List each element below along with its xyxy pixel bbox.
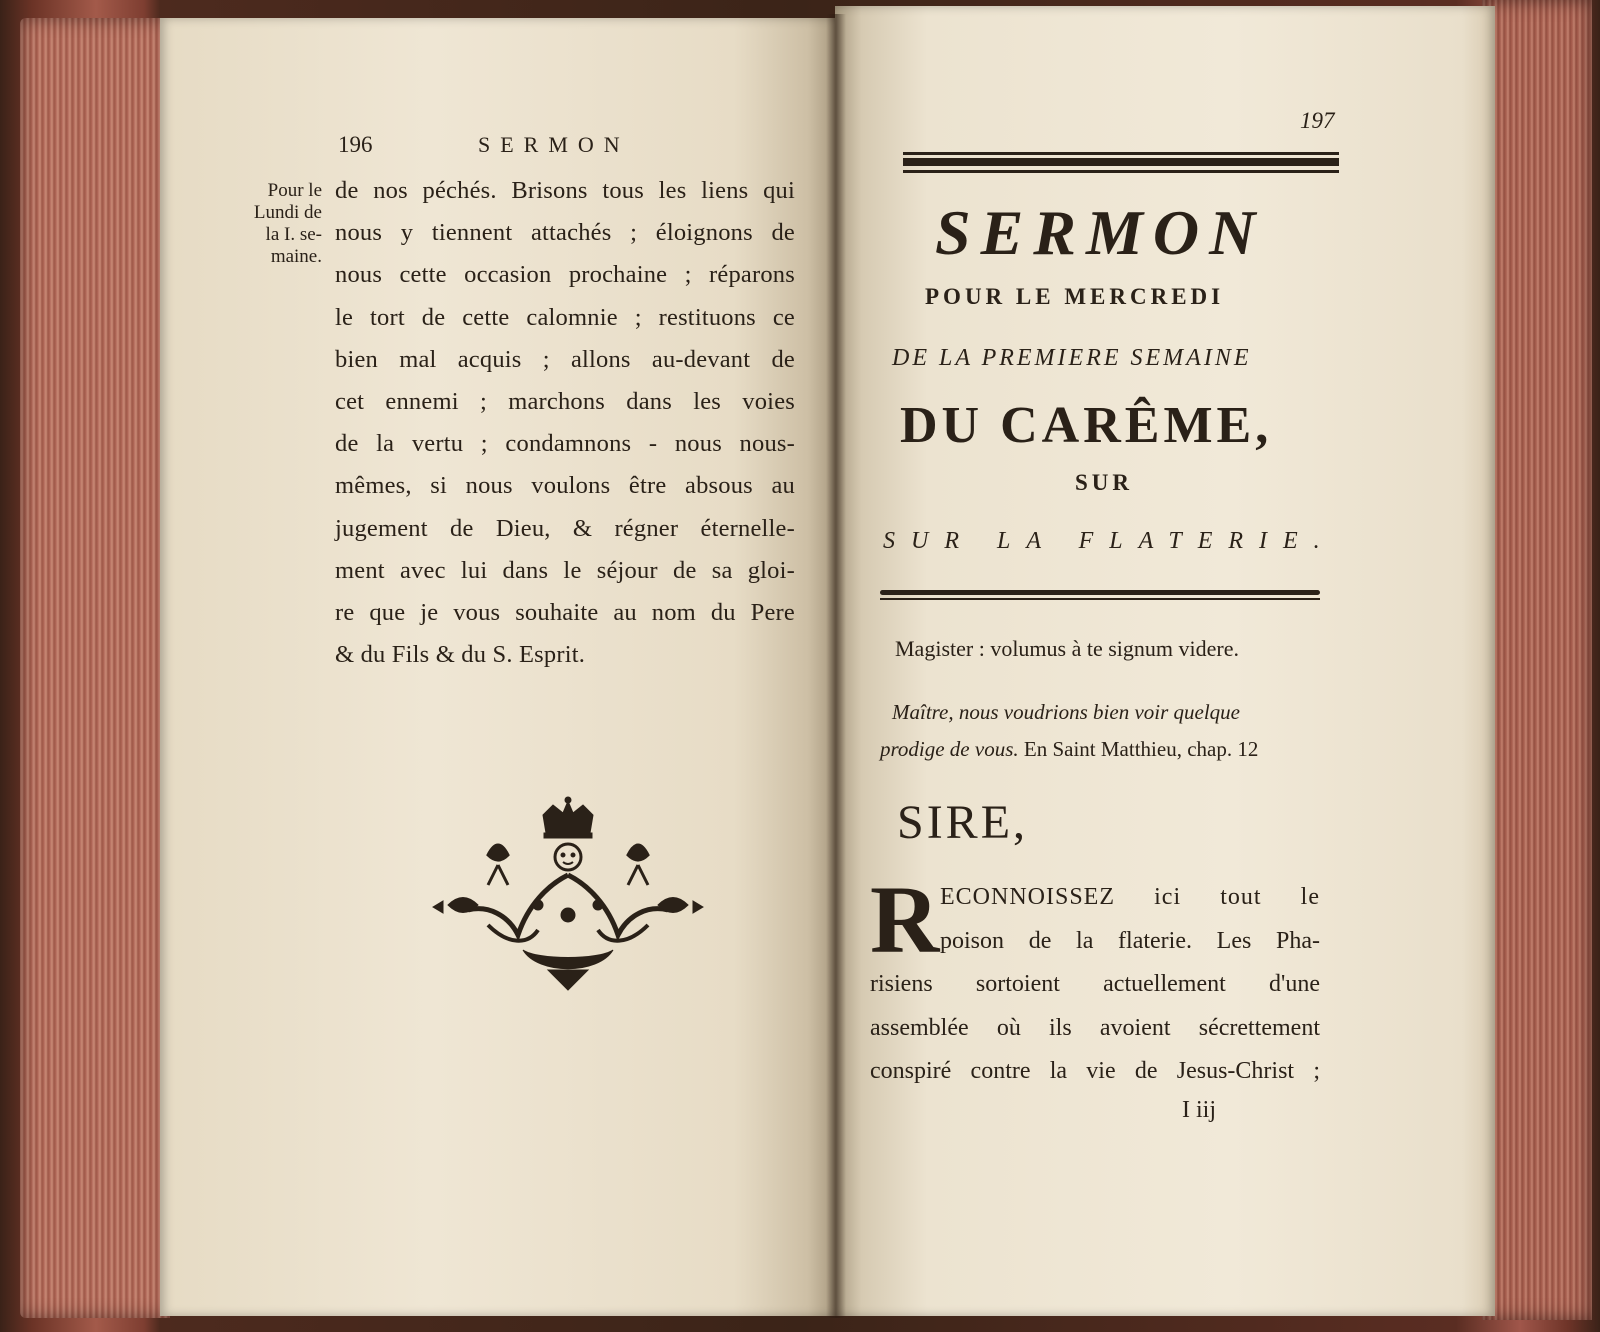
margin-note bbox=[218, 180, 322, 268]
subtitle-line: DE LA PREMIERE SEMAINE bbox=[892, 345, 1252, 371]
text-line: & du Fils & du S. Esprit. bbox=[335, 641, 586, 669]
sermon-heading: SERMON bbox=[935, 197, 1266, 268]
subtitle-line: POUR LE MERCREDI bbox=[925, 284, 1225, 309]
royal-crown-ornament bbox=[428, 795, 708, 995]
text-line: bien mal acquis ; allons au-devant de bbox=[335, 345, 795, 373]
text-line: cet ennemi ; marchons dans les voies bbox=[335, 388, 795, 416]
top-rule bbox=[903, 152, 1339, 155]
right-body-text bbox=[870, 876, 1320, 1094]
left-body-text bbox=[335, 170, 795, 676]
salutation: SIRE, bbox=[897, 796, 1029, 849]
left-page-number: 196 bbox=[338, 132, 373, 157]
margin-note-line: Lundi de bbox=[253, 202, 322, 223]
text-line: de nos péchés. Brisons tous les liens qui bbox=[335, 177, 795, 204]
right-page-number: 197 bbox=[1300, 108, 1335, 133]
running-title: SERMON bbox=[478, 132, 630, 157]
text-line: mêmes, si nous voulons être absous au bbox=[335, 472, 795, 500]
margin-note-line: Pour le bbox=[267, 180, 322, 201]
epigraph-latin: Magister : volumus à te signum videre. bbox=[895, 636, 1239, 661]
middle-rule-thin bbox=[880, 598, 1320, 600]
text-line: poison de la flaterie. Les Pha- bbox=[940, 927, 1320, 954]
subtitle-careme: DU CARÊME, bbox=[900, 397, 1273, 454]
drop-cap: R bbox=[870, 866, 940, 973]
subtitle-flaterie: SUR LA FLATERIE. bbox=[883, 528, 1336, 554]
text-line: ment avec lui dans le séjour de sa gloi- bbox=[335, 556, 795, 584]
text-line: risiens sortoient actuellement d'une bbox=[870, 971, 1320, 997]
text-line: nous cette occasion prochaine ; réparons bbox=[335, 261, 795, 289]
scripture-reference: En Saint Matthieu, chap. 12 bbox=[1018, 737, 1259, 761]
top-rule-thick bbox=[903, 158, 1339, 166]
text-line: assemblée où ils avoient sécrettement bbox=[870, 1014, 1320, 1041]
margin-note-line: la I. se- bbox=[265, 224, 322, 245]
text-line: nous y tiennent attachés ; éloignons de bbox=[335, 219, 795, 247]
text-line: jugement de Dieu, & régner éternelle- bbox=[335, 514, 795, 542]
signature-mark: I iij bbox=[1182, 1097, 1216, 1123]
text-line: le tort de cette calomnie ; restituons ce bbox=[335, 303, 795, 331]
text-line: conspiré contre la vie de Jesus-Christ ; bbox=[870, 1058, 1320, 1084]
book-gutter bbox=[826, 14, 846, 1318]
text-line: re que je vous souhaite au nom du Pere bbox=[335, 599, 795, 627]
left-page-edges bbox=[20, 18, 170, 1318]
epigraph-french: Maître, nous voudrions bien voir quelque bbox=[892, 700, 1241, 724]
right-page-edges bbox=[1482, 0, 1592, 1320]
epigraph-french-italic: prodige de vous. bbox=[880, 737, 1019, 761]
subtitle-line: SUR bbox=[1075, 470, 1134, 495]
margin-note-line: maine. bbox=[270, 246, 322, 267]
text-line: de la vertu ; condamnons - nous nous- bbox=[335, 430, 795, 458]
top-rule bbox=[903, 170, 1339, 173]
text-line: ECONNOISSEZ ici tout le bbox=[940, 884, 1320, 910]
middle-rule bbox=[880, 590, 1320, 595]
epigraph-french-reference bbox=[880, 737, 1258, 762]
